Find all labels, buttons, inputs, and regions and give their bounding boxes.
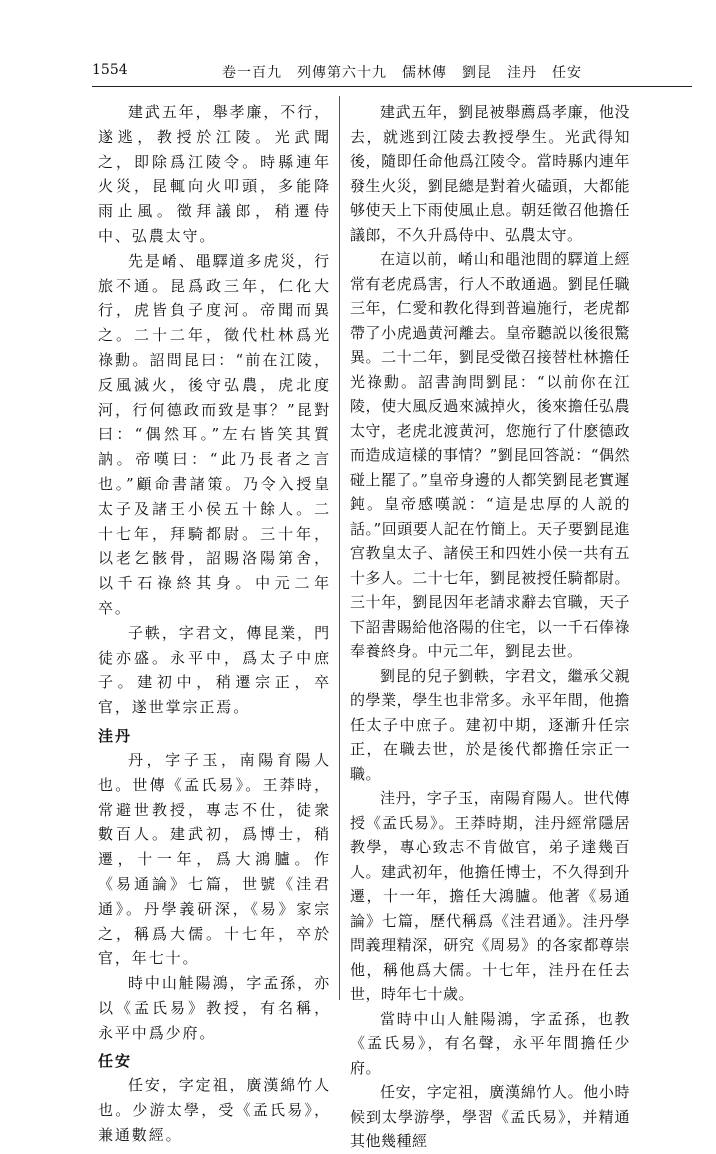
section-heading: 洼丹 xyxy=(98,726,133,745)
translation-paragraph: 當時中山人觟陽鴻，字孟孫，也教《孟氏易》，有名聲，永平年間擔任少府。 xyxy=(350,1009,630,1077)
page-header xyxy=(92,60,692,86)
page-number: 1554 xyxy=(92,62,128,78)
translation-column xyxy=(350,100,630,1154)
classical-paragraph: 建武五年，舉孝廉，不行，遂逃，教授於江陵。光武聞之，即除爲江陵令。時縣連年火災，昆輒向火叩頭，多能降雨止風。徵拜議郎，稍遷侍中、弘農太守。 xyxy=(98,103,331,245)
classical-paragraph: 時中山觟陽鴻，字孟孫，亦以《孟氏易》教授，有名稱，永平中爲少府。 xyxy=(98,974,331,1042)
classical-paragraph: 子軼，字君文，傳昆業，門徒亦盛。永平中，爲太子中庶子。建初中，稍遷宗正，卒官，遂世掌宗正焉。 xyxy=(98,623,331,717)
section-heading: 任安 xyxy=(98,1052,133,1071)
classical-paragraph: 丹，字子玉，南陽育陽人也。世傳《孟氏易》。王莽時，常避世教授，專志不仕，徒衆數百人。建武初，爲博士，稍遷，十一年，爲大鴻臚。作《易通論》七篇，世號《洼君通》。丹學義研深，《易》家宗之，稱爲大儒。十七年，卒於官，年七十。 xyxy=(98,750,331,968)
header-rule xyxy=(92,86,692,87)
classical-text-column xyxy=(98,100,331,1148)
running-title: 卷一百九 列傳第六十九 儒林傳 劉昆 洼丹 任安 xyxy=(222,65,582,81)
translation-paragraph: 任安，字定祖，廣漢綿竹人。他小時候到太學游學，學習《孟氏易》，并精通其他幾種經 xyxy=(350,1083,630,1150)
column-divider xyxy=(339,96,340,1000)
classical-paragraph: 先是崤、黽驛道多虎災，行旅不通。昆爲政三年，仁化大行，虎皆負子度河。帝聞而異之。二十二年，徵代杜林爲光祿勳。詔問昆曰：“前在江陵，反風滅火，後守弘農，虎北度河，行何德政而致是事？”昆對曰：“偶然耳。”左右皆笑其質訥。帝嘆曰：“此乃長者之言也。”顧命書諸策。乃令入授皇太子及諸王小侯五十餘人。二十七年，拜騎都尉。三十年，以老乞骸骨，詔賜洛陽第舍，以千石祿終其身。中元二年卒。 xyxy=(98,251,331,617)
translation-paragraph: 建武五年，劉昆被舉薦爲孝廉，他没去，就逃到江陵去教授學生。光武得知後，隨即任命他爲江陵令。當時縣内連年發生火災，劉昆總是對着火磕頭，大都能够使天上下雨使風止息。朝廷徵召他擔任議郎，不久升爲侍中、弘農太守。 xyxy=(350,103,630,244)
translation-paragraph: 在這以前，崤山和黽池間的驛道上經常有老虎爲害，行人不敢通過。劉昆任職三年，仁愛和教化得到普遍施行，老虎都帶了小虎過黄河離去。皇帝聽説以後很驚異。二十二年，劉昆受徵召接替杜林擔任光祿勳。詔書詢問劉昆：“以前你在江陵，使大風反過來滅掉火，後來擔任弘農太守，老虎北渡黄河，您施行了什麽德政而造成這樣的事情？”劉昆回答説：“偶然碰上罷了。”皇帝身邊的人都笑劉昆老實遲鈍。皇帝感嘆説：“這是忠厚的人説的話。”回頭要人記在竹簡上。天子要劉昆進宫教皇太子、諸侯王和四姓小侯一共有五十多人。二十七年，劉昆被授任騎都尉。三十年，劉昆因年老請求辭去官職，天子下詔書賜給他洛陽的住宅，以一千石俸祿奉養終身。中元二年，劉昆去世。 xyxy=(350,250,630,660)
classical-paragraph: 任安，字定祖，廣漢綿竹人也。少游太學，受《孟氏易》，兼通數經。 xyxy=(98,1076,331,1145)
translation-paragraph: 劉昆的兒子劉軼，字君文，繼承父親的學業，學生也非常多。永平年間，他擔任太子中庶子。建初中期，逐漸升任宗正，在職去世，於是後代都擔任宗正一職。 xyxy=(350,666,630,783)
translation-paragraph: 洼丹，字子玉，南陽育陽人。世代傳授《孟氏易》。王莽時期，洼丹經常隱居教學，專心致志不肯做官，弟子達幾百人。建武初年，他擔任博士，不久得到升遷，十一年，擔任大鴻臚。他著《易通論》七篇，歷代稱爲《洼君通》。洼丹學問義理精深，研究《周易》的各家都尊崇他，稱他爲大儒。十七年，洼丹在任去世，時年七十歲。 xyxy=(350,789,630,1003)
